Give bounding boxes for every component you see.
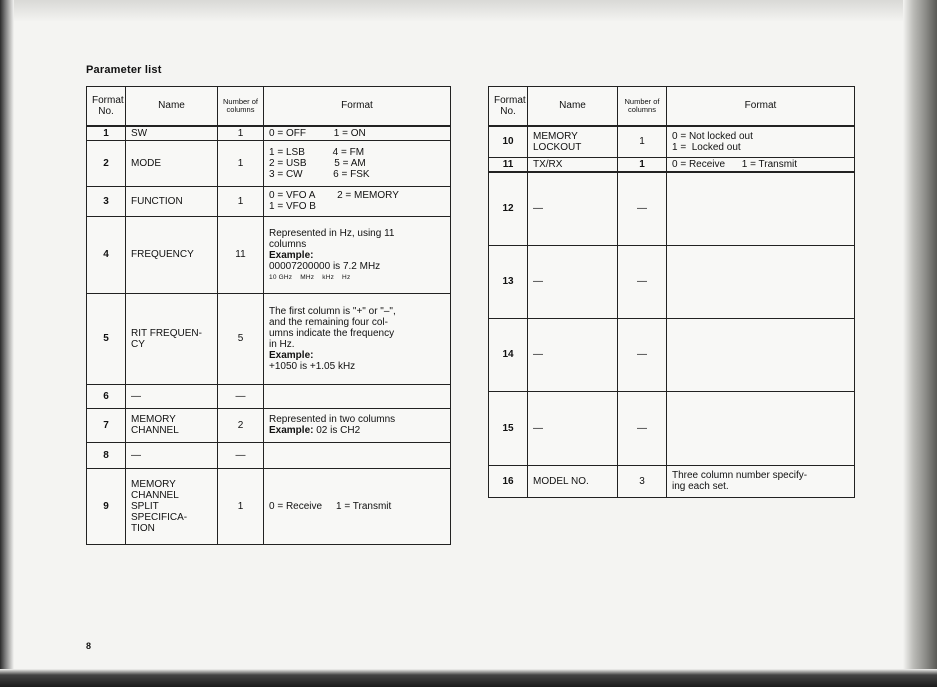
- name-cell: MODEL NO.: [528, 465, 618, 497]
- format-no-cell: 15: [489, 391, 528, 465]
- name-cell: —: [528, 391, 618, 465]
- example-label: Example:: [269, 249, 314, 261]
- example-text: +1050 is +1.05 kHz: [269, 360, 356, 372]
- format-cell: Three column number specify- ing each set.: [667, 465, 855, 497]
- table-row: [489, 391, 855, 465]
- name-cell: —: [528, 245, 618, 318]
- columns-cell: 11: [218, 216, 264, 293]
- table-row: [87, 384, 451, 408]
- page-number: 8: [86, 641, 92, 651]
- columns-cell: 3: [618, 465, 667, 497]
- columns-cell: 1: [218, 186, 264, 216]
- format-no-cell: 3: [87, 186, 126, 216]
- columns-cell: 5: [218, 293, 264, 384]
- table-row: [87, 408, 451, 442]
- columns-cell: —: [218, 442, 264, 468]
- table-row: [87, 140, 451, 186]
- format-text: Represented in two columns: [269, 414, 396, 425]
- format-text: Represented in Hz, using 11 columns: [269, 227, 395, 250]
- table-row: [87, 293, 451, 384]
- format-cell: [667, 172, 855, 245]
- format-cell: [264, 408, 451, 442]
- format-no-cell: 14: [489, 318, 528, 391]
- columns-cell: 1: [218, 140, 264, 186]
- table-header-row: [87, 87, 451, 126]
- scan-right-edge: [903, 0, 937, 687]
- format-no-cell: 11: [489, 158, 528, 173]
- table-header-row: [489, 87, 855, 126]
- scan-bottom-edge: [0, 669, 937, 687]
- format-cell: 0 = Receive 1 = Transmit: [264, 468, 451, 544]
- header-format: Format: [264, 87, 451, 126]
- table-row: [489, 126, 855, 158]
- format-cell: 1 = LSB 4 = FM 2 = USB 5 = AM 3 = CW 6 = FSK: [264, 140, 451, 186]
- example-text: 02 is CH2: [313, 425, 361, 436]
- name-cell: FREQUENCY: [126, 216, 218, 293]
- table-row: [489, 318, 855, 391]
- table-row: [87, 216, 451, 293]
- table-row: [489, 158, 855, 173]
- format-cell: [264, 216, 451, 293]
- format-cell: 0 = VFO A 2 = MEMORY 1 = VFO B: [264, 186, 451, 216]
- format-cell: [264, 293, 451, 384]
- header-format: Format: [667, 87, 855, 126]
- header-name: Name: [528, 87, 618, 126]
- format-no-cell: 7: [87, 408, 126, 442]
- header-name: Name: [126, 87, 218, 126]
- example-label: Example:: [269, 425, 314, 436]
- name-cell: —: [126, 384, 218, 408]
- columns-cell: —: [618, 318, 667, 391]
- format-text: The first column is "+" or "–", and the remaining four col- umns indicate the frequency in Hz.: [269, 305, 396, 350]
- name-cell: —: [528, 172, 618, 245]
- table-row: [87, 442, 451, 468]
- columns-cell: —: [218, 384, 264, 408]
- columns-cell: —: [618, 245, 667, 318]
- header-number-of-columns: Number of columns: [218, 87, 264, 126]
- format-no-cell: 16: [489, 465, 528, 497]
- parameter-table-right: [488, 86, 855, 498]
- name-cell: —: [126, 442, 218, 468]
- format-cell: [264, 442, 451, 468]
- format-no-cell: 12: [489, 172, 528, 245]
- example-label: Example:: [269, 349, 314, 361]
- table-row: [87, 468, 451, 544]
- format-no-cell: 6: [87, 384, 126, 408]
- format-cell: 0 = Not locked out 1 = Locked out: [667, 126, 855, 158]
- name-cell: —: [528, 318, 618, 391]
- name-cell: MEMORY CHANNEL SPLIT SPECIFICA- TION: [126, 468, 218, 544]
- format-no-cell: 2: [87, 140, 126, 186]
- format-cell: [667, 318, 855, 391]
- columns-cell: 1: [618, 158, 667, 173]
- columns-cell: —: [618, 172, 667, 245]
- columns-cell: —: [618, 391, 667, 465]
- parameter-table-left: [86, 86, 451, 545]
- name-cell: RIT FREQUEN- CY: [126, 293, 218, 384]
- format-no-cell: 4: [87, 216, 126, 293]
- header-format-no: Format No.: [87, 87, 126, 126]
- scan-left-edge: [0, 0, 14, 687]
- name-cell: MEMORY LOCKOUT: [528, 126, 618, 158]
- name-cell: FUNCTION: [126, 186, 218, 216]
- format-no-cell: 8: [87, 442, 126, 468]
- format-no-cell: 9: [87, 468, 126, 544]
- table-row: [87, 126, 451, 141]
- format-cell: [667, 391, 855, 465]
- name-cell: SW: [126, 126, 218, 141]
- frequency-scale-label: 10 GHz MHz kHz Hz: [269, 273, 351, 281]
- columns-cell: 1: [218, 468, 264, 544]
- name-cell: TX/RX: [528, 158, 618, 173]
- page-title: Parameter list: [86, 64, 162, 76]
- scan-top-edge: [0, 0, 937, 22]
- name-cell: MEMORY CHANNEL: [126, 408, 218, 442]
- format-cell: [667, 245, 855, 318]
- table-row: [489, 172, 855, 245]
- format-no-cell: 5: [87, 293, 126, 384]
- columns-cell: 1: [218, 126, 264, 141]
- format-no-cell: 1: [87, 126, 126, 141]
- columns-cell: 2: [218, 408, 264, 442]
- table-row: [489, 245, 855, 318]
- name-cell: MODE: [126, 140, 218, 186]
- format-cell: 0 = Receive 1 = Transmit: [667, 158, 855, 173]
- table-row: [87, 186, 451, 216]
- header-format-no: Format No.: [489, 87, 528, 126]
- format-cell: [264, 384, 451, 408]
- table-row: [489, 465, 855, 497]
- columns-cell: 1: [618, 126, 667, 158]
- format-cell: 0 = OFF 1 = ON: [264, 126, 451, 141]
- header-number-of-columns: Number of columns: [618, 87, 667, 126]
- format-no-cell: 13: [489, 245, 528, 318]
- example-text: 00007200000 is 7.2 MHz: [269, 260, 381, 272]
- format-no-cell: 10: [489, 126, 528, 158]
